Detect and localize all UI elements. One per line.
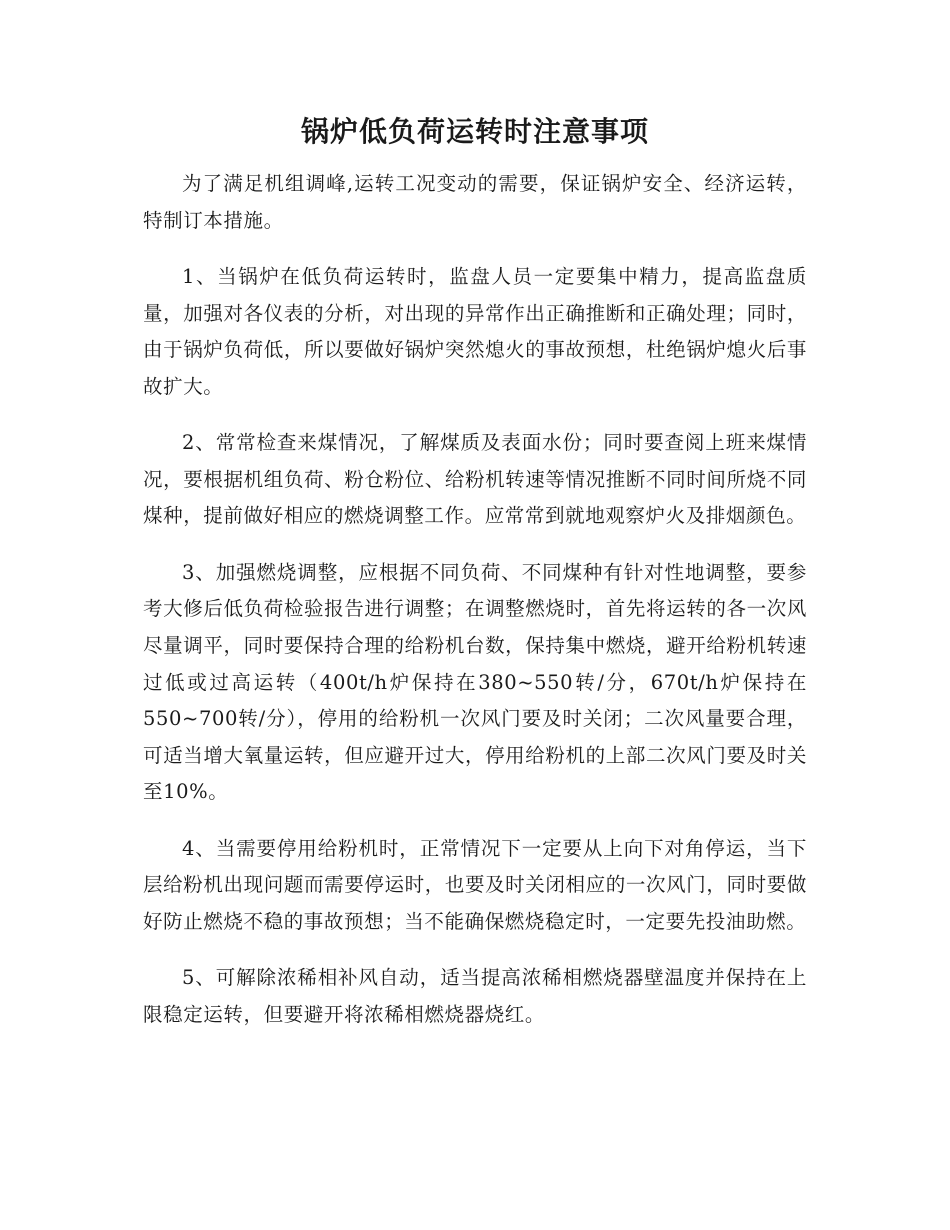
item-5-paragraph: 5、可解除浓稀相补风自动，适当提高浓稀相燃烧器壁温度并保持在上限稳定运转，但要避开将浓稀相燃烧器烧红。: [143, 966, 807, 1026]
item-4-paragraph: 4、当需要停用给粉机时，正常情况下一定要从上向下对角停运，当下层给粉机出现问题而需要停运时，也要及时关闭相应的一次风门，同时要做好防止燃烧不稳的事故预想；当不能确保燃烧稳定时，一定要先投油助燃。: [143, 836, 807, 933]
item-2-paragraph: 2、常常检查来煤情况，了解煤质及表面水份；同时要查阅上班来煤情况，要根据机组负荷、粉仓粉位、给粉机转速等情况推断不同时间所烧不同煤种，提前做好相应的燃烧调整工作。应常常到就地观察炉火及排烟颜色。: [143, 431, 807, 528]
document-body: [143, 166, 807, 1033]
item-1-paragraph: 1、当锅炉在低负荷运转时，监盘人员一定要集中精力，提高监盘质量，加强对各仪表的分析，对出现的异常作出正确推断和正确处理；同时，由于锅炉负荷低，所以要做好锅炉突然熄火的事故预想，杜绝锅炉熄火后事故扩大。: [143, 264, 807, 398]
intro-paragraph: 为了满足机组调峰,运转工况变动的需要，保证锅炉安全、经济运转，特制订本措施。: [143, 172, 807, 232]
item-3-paragraph: 3、加强燃烧调整，应根据不同负荷、不同煤种有针对性地调整，要参考大修后低负荷检验报告进行调整；在调整燃烧时，首先将运转的各一次风尽量调平，同时要保持合理的给粉机台数，保持集中燃烧，避开给粉机转速过低或过高运转（400t/h炉保持在380~550转/分，670t/h炉保持在550~700转/分），停用的给粉机一次风门要及时关闭；二次风量要合理，可适当增大氧量运转，但应避开过大，停用给粉机的上部二次风门要及时关至10%。: [143, 560, 807, 804]
document-title: 锅炉低负荷运转时注意事项: [300, 115, 649, 148]
